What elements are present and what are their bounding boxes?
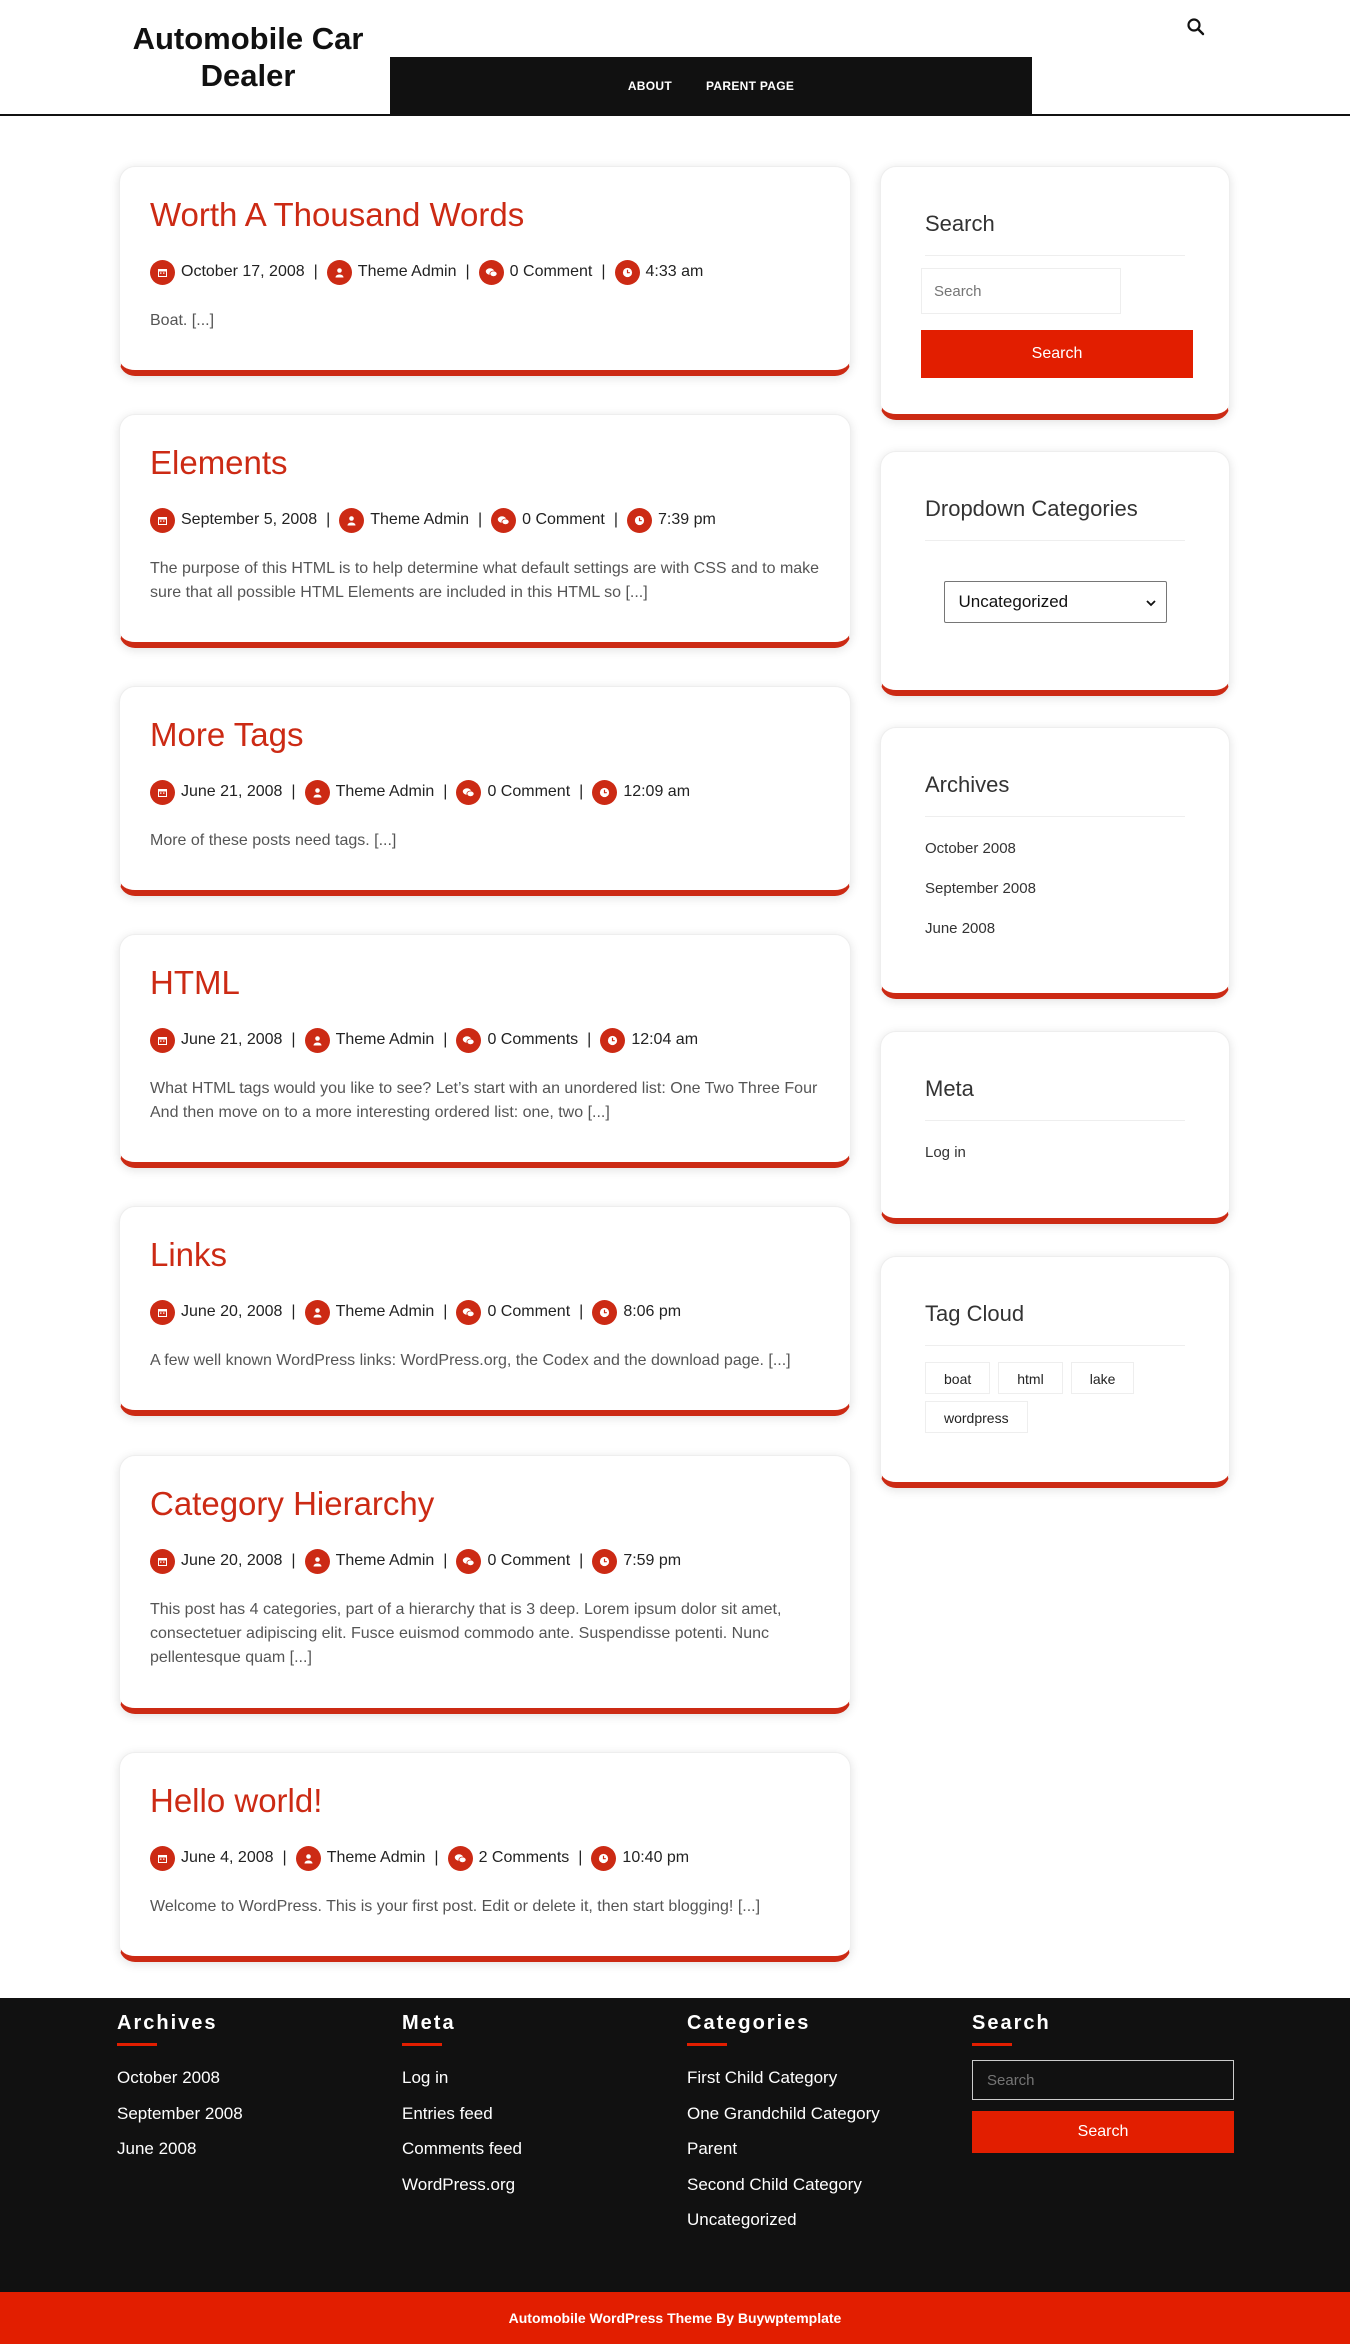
post-author[interactable]: Theme Admin [335,783,435,800]
footer-link[interactable]: September 2008 [117,2103,243,2123]
footer-link[interactable]: Entries feed [402,2103,493,2123]
meta-list [925,1133,1185,1173]
footer-link[interactable]: Parent [687,2139,738,2158]
post-author[interactable]: Theme Admin [335,1552,435,1569]
clock-icon [592,1300,617,1325]
calendar-icon [150,1300,175,1325]
post-time: 12:04 am [631,1031,699,1048]
post-title[interactable]: More Tags [150,716,304,753]
post-title[interactable]: Category Hierarchy [150,1485,435,1522]
copyright-bar [0,2292,1350,2344]
post-excerpt: Welcome to WordPress. This is your first post. Edit or delete it, then start blogging! [...] [150,1898,761,1915]
post-card [119,686,851,896]
tag-link[interactable]: html [998,1362,1062,1394]
user-icon [305,1028,330,1053]
post-excerpt: The purpose of this HTML is to help determine what default settings are with CSS and to make sure that all possible HTML Elements are included in this HTML so [...] [150,560,820,601]
footer-meta [402,2012,522,2202]
calendar-icon [150,780,175,805]
post-comments[interactable]: 0 Comment [509,263,593,280]
footer-search-input[interactable] [972,2060,1234,2100]
copyright-text[interactable]: Automobile WordPress Theme By Buywptemplate [508,2310,842,2326]
post-author[interactable]: Theme Admin [370,511,469,528]
tag-link[interactable]: wordpress [925,1401,1028,1433]
post-time: 4:33 am [645,263,704,280]
post-author[interactable]: Theme Admin [357,263,457,280]
comments-icon [456,1300,481,1325]
tag-link[interactable]: boat [925,1362,990,1394]
post-date[interactable]: June 20, 2008 [181,1552,283,1569]
widget-archives [880,727,1230,999]
widget-title: Meta [925,1076,1185,1121]
post-author[interactable]: Theme Admin [326,1849,426,1866]
post-meta: October 17, 2008 | Theme Admin | 0 Comment | 4:33 am [150,259,820,285]
search-icon[interactable] [1186,17,1206,37]
category-select-value: Uncategorized [958,592,1069,611]
footer-link[interactable]: Second Child Category [687,2174,862,2194]
user-icon [327,260,352,285]
post-card [119,1206,851,1416]
tag-cloud [925,1362,1185,1433]
post-meta: September 5, 2008 | Theme Admin | 0 Comment | 7:39 pm [150,507,820,533]
archive-link[interactable]: September 2008 [925,880,1036,897]
footer-heading: Categories [687,2012,811,2034]
heading-underline [117,2043,157,2046]
site-footer [0,1998,1350,2292]
heading-underline [972,2043,1012,2046]
footer-link[interactable]: Log in [402,2068,449,2087]
footer-heading: Archives [117,2012,218,2034]
calendar-icon [150,508,175,533]
comments-icon [456,780,481,805]
clock-icon [615,260,640,285]
calendar-icon [150,1846,175,1871]
user-icon [305,1549,330,1574]
post-card [119,934,851,1168]
clock-icon [627,508,652,533]
post-meta: June 20, 2008 | Theme Admin | 0 Comment | 7:59 pm [150,1548,820,1574]
archives-list [925,829,1185,949]
widget-title: Dropdown Categories [925,496,1185,541]
post-comments[interactable]: 0 Comment [487,783,571,800]
clock-icon [592,1549,617,1574]
user-icon [305,1300,330,1325]
post-author[interactable]: Theme Admin [335,1303,435,1320]
footer-link[interactable]: WordPress.org [402,2174,516,2194]
post-date[interactable]: October 17, 2008 [181,263,305,280]
widget-title: Archives [925,772,1185,817]
footer-categories [687,2012,880,2238]
comments-icon [448,1846,473,1871]
footer-link[interactable]: Comments feed [402,2139,522,2158]
post-excerpt: This post has 4 categories, part of a hierarchy that is 3 deep. Lorem ipsum dolor sit amet, consectetuer adipiscing elit. Fusce euismod commodo ante. Suspendisse potenti. Nunc pellentesque quam [...] [150,1601,782,1666]
login-link[interactable]: Log in [925,1144,966,1161]
comments-icon [491,508,516,533]
footer-link[interactable]: Uncategorized [687,2210,797,2229]
tag-link[interactable]: lake [1071,1362,1135,1394]
clock-icon [592,780,617,805]
post-excerpt: What HTML tags would you like to see? Let’s start with an unordered list: One Two Three Four And then move on to a more interesting ordered list: one, two [...] [150,1080,818,1121]
nav-parent-page[interactable]: PARENT PAGE [705,78,795,93]
post-comments[interactable]: 0 Comment [522,511,605,528]
footer-search-button[interactable]: Search [972,2111,1234,2153]
site-header [0,0,1350,116]
post-date[interactable]: June 21, 2008 [181,783,283,800]
main-nav [390,57,1032,114]
user-icon [305,780,330,805]
post-title[interactable]: Worth A Thousand Words [150,196,525,233]
post-card [119,1455,851,1714]
calendar-icon [150,1549,175,1574]
clock-icon [591,1846,616,1871]
post-excerpt: A few well known WordPress links: WordPress.org, the Codex and the download page. [...] [150,1352,791,1369]
site-title[interactable]: Automobile Car Dealer [132,21,364,93]
post-card [119,166,851,376]
heading-underline [402,2043,442,2046]
footer-archives [117,2012,243,2167]
post-title[interactable]: Elements [150,444,288,481]
footer-link[interactable]: June 2008 [117,2139,197,2158]
footer-link[interactable]: October 2008 [117,2068,221,2087]
post-meta: June 21, 2008 | Theme Admin | 0 Comments | 12:04 am [150,1027,820,1053]
footer-heading: Search [972,2012,1051,2034]
comments-icon [456,1028,481,1053]
widget-meta [880,1031,1230,1224]
footer-link[interactable]: First Child Category [687,2068,838,2087]
post-date[interactable]: June 21, 2008 [181,1031,283,1048]
post-meta: June 21, 2008 | Theme Admin | 0 Comment | 12:09 am [150,779,820,805]
post-comments[interactable]: 2 Comments [478,1849,570,1866]
post-excerpt: Boat. [...] [150,312,215,329]
user-icon [296,1846,321,1871]
post-comments[interactable]: 0 Comment [487,1303,571,1320]
post-date[interactable]: June 20, 2008 [181,1303,283,1320]
calendar-icon [150,1028,175,1053]
post-meta: June 20, 2008 | Theme Admin | 0 Comment | 8:06 pm [150,1299,820,1325]
widget-tag-cloud [880,1256,1230,1488]
widget-title: Search [925,211,1185,256]
post-time: 7:39 pm [657,511,716,528]
search-input[interactable] [921,268,1121,314]
post-time: 8:06 pm [623,1303,682,1320]
user-icon [339,508,364,533]
post-card [119,414,851,648]
archive-link[interactable]: June 2008 [925,920,996,937]
post-date[interactable]: September 5, 2008 [181,511,318,528]
clock-icon [600,1028,625,1053]
post-title[interactable]: Links [150,1236,228,1273]
footer-heading: Meta [402,2012,456,2034]
post-title[interactable]: Hello world! [150,1782,323,1819]
post-excerpt: More of these posts need tags. [...] [150,832,397,849]
chevron-down-icon [1146,592,1156,612]
post-time: 7:59 pm [623,1552,682,1569]
comments-icon [479,260,504,285]
post-card [119,1752,851,1962]
post-time: 12:09 am [623,783,691,800]
calendar-icon [150,260,175,285]
post-comments[interactable]: 0 Comment [487,1552,571,1569]
post-meta: June 4, 2008 | Theme Admin | 2 Comments | 10:40 pm [150,1845,820,1871]
footer-link[interactable]: One Grandchild Category [687,2103,880,2123]
nav-about[interactable]: ABOUT [627,78,672,93]
category-select[interactable] [944,581,1167,623]
post-author[interactable]: Theme Admin [335,1031,435,1048]
archive-link[interactable]: October 2008 [925,840,1016,857]
post-time: 10:40 pm [622,1849,690,1866]
post-comments[interactable]: 0 Comments [487,1031,579,1048]
post-date[interactable]: June 4, 2008 [181,1849,274,1866]
footer-search [972,2012,1234,2153]
widget-title: Tag Cloud [925,1301,1185,1346]
heading-underline [687,2043,727,2046]
widget-search [880,166,1230,420]
widget-dropdown-categories [880,451,1230,696]
post-title[interactable]: HTML [150,964,240,1001]
search-button[interactable]: Search [921,330,1193,378]
comments-icon [456,1549,481,1574]
